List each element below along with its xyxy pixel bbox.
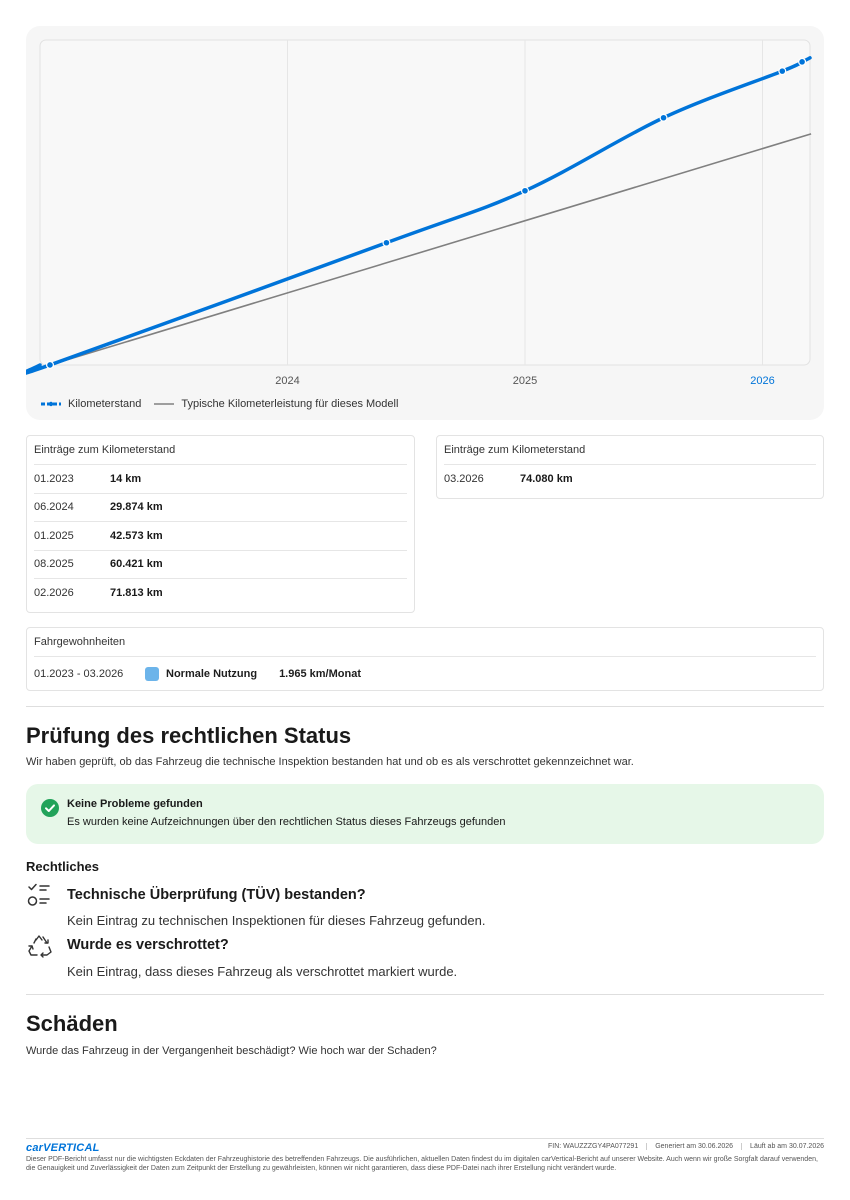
report-meta [540,1143,824,1150]
no-issues-text: Es wurden keine Aufzeichnungen über den rechtlichen Status dieses Fahrzeugs gefunden [67,816,506,828]
entry-date: 06.2024 [34,501,74,514]
habit-rate: 1.965 km/Monat [279,667,361,680]
data-point [47,362,54,369]
damages-subtitle: Wurde das Fahrzeug in der Vergangenheit beschädigt? Wie hoch war der Schaden? [26,1045,437,1057]
no-issues-title: Keine Probleme gefunden [67,798,203,810]
entry-mileage: 14 km [110,472,142,485]
divider [26,706,824,707]
driving-habits-box [26,627,824,691]
legal-item-text: Kein Eintrag, dass dieses Fahrzeug als verschrottet markiert wurde. [67,964,458,979]
data-point [522,187,529,194]
footer-disclaimer: Dieser PDF-Bericht umfasst nur die wichtigsten Eckdaten der Fahrzeughistorie des betreffenden Fahrzeugs. Die ausführlichen, aktuellen Daten findest du im digitalen carVertical-Bericht auf unserer Website. Auch wenn wir große Sorgfalt darauf verwenden, die Genauigkeit und Zuverlässigkeit der Daten zum Zeitpunkt der Erstellung zu gewährleisten, können wir nicht garantieren, dass diese PDF-Datei nach ihrer Erstellung nicht verändert wurde. [26,1156,818,1172]
odometer-table-title: Einträge zum Kilometerstand [34,444,176,456]
habit-period: 01.2023 - 03.2026 [34,667,124,680]
legal-status-subtitle: Wir haben geprüft, ob das Fahrzeug die technische Inspektion bestanden hat und ob es als verschrottet gekennzeichnet war. [26,756,634,768]
entry-mileage: 29.874 km [110,501,163,514]
vin-label: FIN: WAUZZZGY4PA077291 [547,1143,639,1150]
entry-date: 01.2025 [34,529,74,542]
legend-label-mileage: Kilometerstand [68,398,142,410]
data-point [799,58,806,65]
odometer-table-right [436,435,824,499]
entry-mileage: 42.573 km [110,529,163,542]
x-tick-label: 2026 [750,375,775,387]
usage-color-swatch [145,667,159,681]
legend-item-mileage [40,398,141,410]
table-row [444,464,816,493]
chart-legend [40,398,410,410]
entry-mileage: 60.421 km [110,558,163,571]
footer-divider [26,1138,824,1139]
driving-habits-row [34,656,816,690]
x-tick-label: 2024 [275,375,300,387]
legend-label-typical: Typische Kilometerleistung für dieses Modell [181,398,399,410]
check-circle-icon [41,799,59,817]
x-tick-label: 2025 [512,375,538,387]
table-row [34,550,407,579]
recycle-icon [27,934,53,965]
entry-mileage: 74.080 km [520,472,573,485]
legal-section-label: Rechtliches [26,859,99,874]
entry-date: 08.2025 [34,558,74,571]
legal-status-heading: Prüfung des rechtlichen Status [26,723,352,748]
divider [26,994,824,995]
no-issues-banner [26,784,824,844]
habit-usage: Normale Nutzung [166,667,258,680]
entry-date: 03.2026 [444,472,484,485]
odometer-table-left [26,435,415,613]
legal-item-text: Kein Eintrag zu technischen Inspektionen für dieses Fahrzeug gefunden. [67,913,486,928]
table-row [34,464,407,493]
legend-item-typical [153,398,398,410]
entry-date: 02.2026 [34,586,74,599]
mileage-chart [26,26,824,420]
legal-item-title: Wurde es verschrottet? [67,937,229,953]
entry-mileage: 71.813 km [110,586,163,599]
entry-date: 01.2023 [34,472,74,485]
plot-area [40,40,810,365]
brand-logo: carVERTICAL [26,1142,100,1154]
legal-item-title: Technische Überprüfung (TÜV) bestanden? [67,887,366,903]
table-row [34,521,407,550]
generated-date: Generiert am 30.06.2026 [646,1143,741,1150]
mileage-chart-card [26,26,824,420]
legend-swatch-typical [153,400,175,408]
data-point [779,68,786,75]
odometer-table-title: Einträge zum Kilometerstand [444,444,586,456]
damages-heading: Schäden [26,1011,118,1036]
data-point [383,239,390,246]
checklist-icon [27,882,51,913]
legend-swatch-mileage [40,400,62,408]
driving-habits-title: Fahrgewohnheiten [34,636,126,648]
expiry-date: Läuft ab am 30.07.2026 [741,1143,824,1150]
data-point [660,114,667,121]
table-row [34,578,407,607]
table-row [34,493,407,522]
